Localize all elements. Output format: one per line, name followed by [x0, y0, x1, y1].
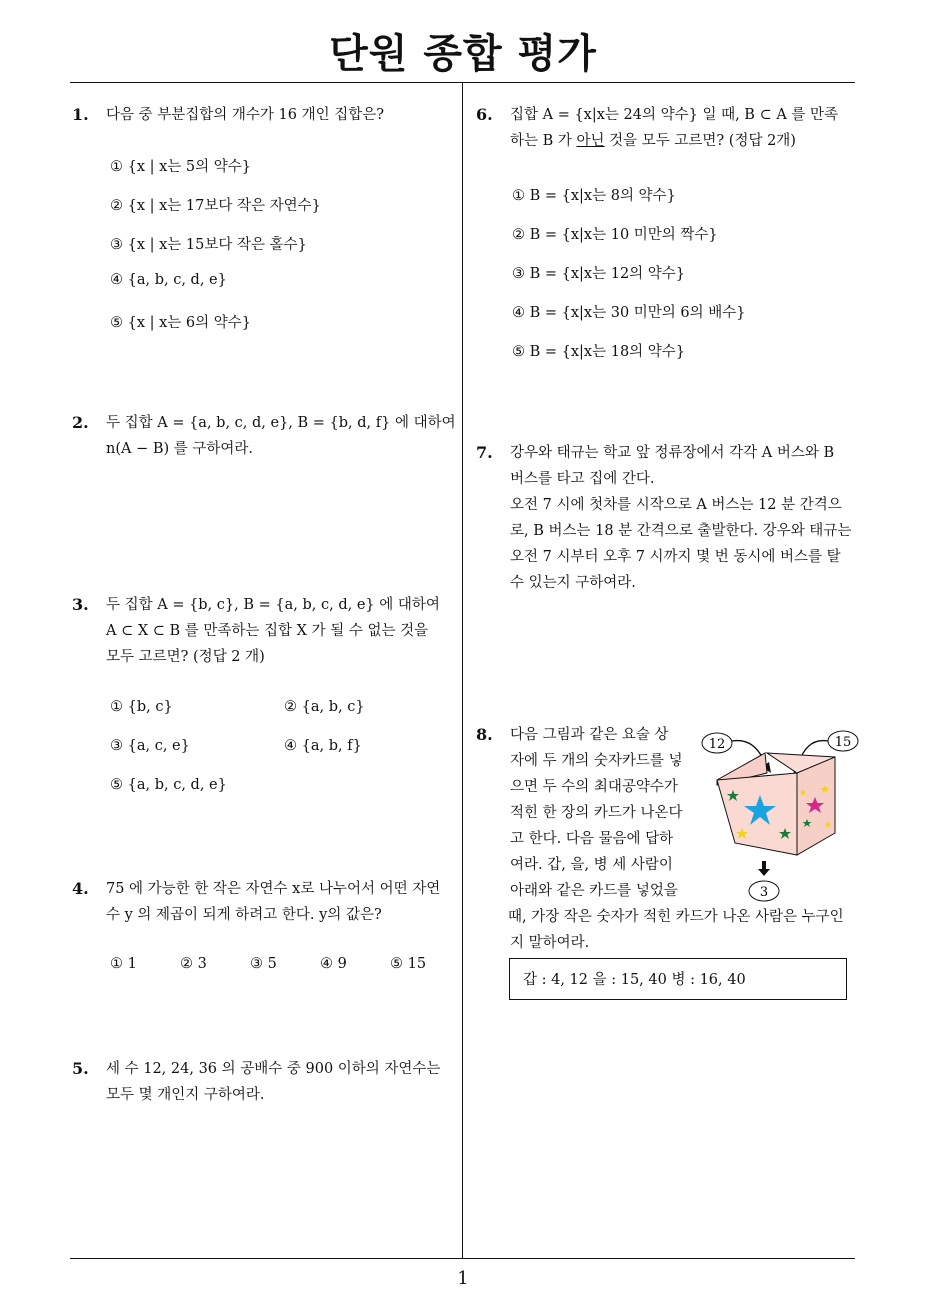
arrow-down-shaft	[762, 861, 766, 870]
arrow-down-head	[758, 869, 770, 876]
text-fragment: 하는 B 가	[510, 133, 577, 149]
option-2[interactable]: ② 3	[180, 956, 207, 972]
question-text-line: 로, B 버스는 18 분 간격으로 출발한다. 강우와 태규는	[510, 523, 852, 539]
option-2[interactable]: ② {a, b, c}	[284, 699, 365, 715]
answer-data-box: 갑 : 4, 12 을 : 15, 40 병 : 16, 40	[509, 958, 847, 1000]
option-5[interactable]: ⑤ 15	[390, 956, 427, 972]
question-number: 6.	[476, 105, 493, 124]
underlined-word: 아닌	[576, 133, 605, 149]
question-text-line: 수 y 의 제곱이 되게 하려고 한다. y의 값은?	[106, 907, 382, 923]
question-number: 2.	[72, 413, 89, 432]
question-text-line: 집합 A = {x|x는 24의 약수} 일 때, B ⊂ A 를 만족	[510, 107, 839, 123]
question-text-line: n(A − B) 를 구하여라.	[106, 441, 254, 457]
question-text-line: 다음 그림과 같은 요술 상	[510, 727, 669, 743]
page-title: 단원 종합 평가	[329, 31, 597, 77]
question-text-line: 두 집합 A = {b, c}, B = {a, b, c, d, e} 에 대하여	[106, 597, 440, 613]
question-text-line: 75 에 가능한 한 작은 자연수 x로 나누어서 어떤 자연	[106, 881, 441, 897]
question-text-line	[510, 128, 870, 154]
question-number: 3.	[72, 595, 89, 614]
question-text-line: 적힌 한 장의 카드가 나온다	[510, 805, 683, 821]
question-number: 7.	[476, 443, 493, 462]
question-text-line: 오전 7 시에 첫차를 시작으로 A 버스는 12 분 간격으	[510, 497, 842, 513]
bottom-rule	[70, 1258, 855, 1259]
question-text-line: 으면 두 수의 최대공약수가	[510, 779, 678, 795]
option-4[interactable]: ④ 9	[320, 956, 347, 972]
question-text-line: 아래와 같은 카드를 넣었을	[510, 883, 678, 899]
option-5[interactable]: ⑤ B = {x|x는 18의 약수}	[512, 344, 686, 360]
question-number: 4.	[72, 879, 89, 898]
question-text-line: 때, 가장 작은 숫자가 적힌 카드가 나온 사람은 누구인	[508, 909, 844, 925]
card-out	[749, 881, 779, 901]
question-number: 1.	[72, 105, 89, 124]
option-5[interactable]: ⑤ {x | x는 6의 약수}	[110, 315, 251, 331]
card-right-label: 15	[834, 735, 852, 750]
option-1[interactable]: ① {x | x는 5의 약수}	[110, 159, 251, 175]
question-text-line: 모두 고르면? (정답 2 개)	[106, 649, 265, 665]
question-text-line: 지 말하여라.	[510, 935, 590, 951]
question-text-line: 모두 몇 개인지 구하여라.	[106, 1087, 265, 1103]
option-2[interactable]: ② B = {x|x는 10 미만의 짝수}	[512, 227, 718, 243]
option-4[interactable]: ④ B = {x|x는 30 미만의 6의 배수}	[512, 305, 746, 321]
question-text-line: 수 있는지 구하여라.	[510, 575, 636, 591]
question-text-line: 강우와 태규는 학교 앞 정류장에서 각각 A 버스와 B	[510, 445, 835, 461]
card-left	[702, 733, 732, 753]
option-3[interactable]: ③ {a, c, e}	[110, 738, 190, 754]
magic-box-figure	[695, 725, 852, 905]
option-3[interactable]: ③ 5	[250, 956, 277, 972]
card-left-label: 12	[708, 737, 726, 752]
option-1[interactable]: ① {b, c}	[110, 699, 173, 715]
option-2[interactable]: ② {x | x는 17보다 작은 자연수}	[110, 198, 321, 214]
card-right	[828, 731, 858, 751]
option-4[interactable]: ④ {a, b, f}	[284, 738, 362, 754]
question-number: 5.	[72, 1059, 89, 1078]
card-out-label: 3	[759, 885, 769, 900]
question-number: 8.	[476, 725, 493, 744]
option-3[interactable]: ③ {x | x는 15보다 작은 홀수}	[110, 237, 307, 253]
option-1[interactable]: ① B = {x|x는 8의 약수}	[512, 188, 676, 204]
option-5[interactable]: ⑤ {a, b, c, d, e}	[110, 777, 227, 793]
option-3[interactable]: ③ B = {x|x는 12의 약수}	[512, 266, 686, 282]
question-text-line: 여라. 갑, 을, 병 세 사람이	[510, 857, 673, 873]
question-text-line: A ⊂ X ⊂ B 를 만족하는 집합 X 가 될 수 없는 것을	[106, 623, 429, 639]
question-text-line: 고 한다. 다음 물음에 답하	[510, 831, 674, 847]
page-number: 1	[457, 1268, 469, 1289]
option-4[interactable]: ④ {a, b, c, d, e}	[110, 272, 227, 288]
question-text-line: 자에 두 개의 숫자카드를 넣	[510, 753, 683, 769]
question-text: 다음 중 부분집합의 개수가 16 개인 집합은?	[106, 107, 384, 123]
question-text-line: 두 집합 A = {a, b, c, d, e}, B = {b, d, f} 에 대하여	[106, 415, 456, 431]
question-text-line: 버스를 타고 집에 간다.	[510, 471, 655, 487]
text-fragment: 것을 모두 고르면? (정답 2개)	[604, 133, 796, 149]
question-text-line: 오전 7 시부터 오후 7 시까지 몇 번 동시에 버스를 탈	[510, 549, 841, 565]
option-1[interactable]: ① 1	[110, 956, 137, 972]
question-text-line: 세 수 12, 24, 36 의 공배수 중 900 이하의 자연수는	[106, 1061, 441, 1077]
